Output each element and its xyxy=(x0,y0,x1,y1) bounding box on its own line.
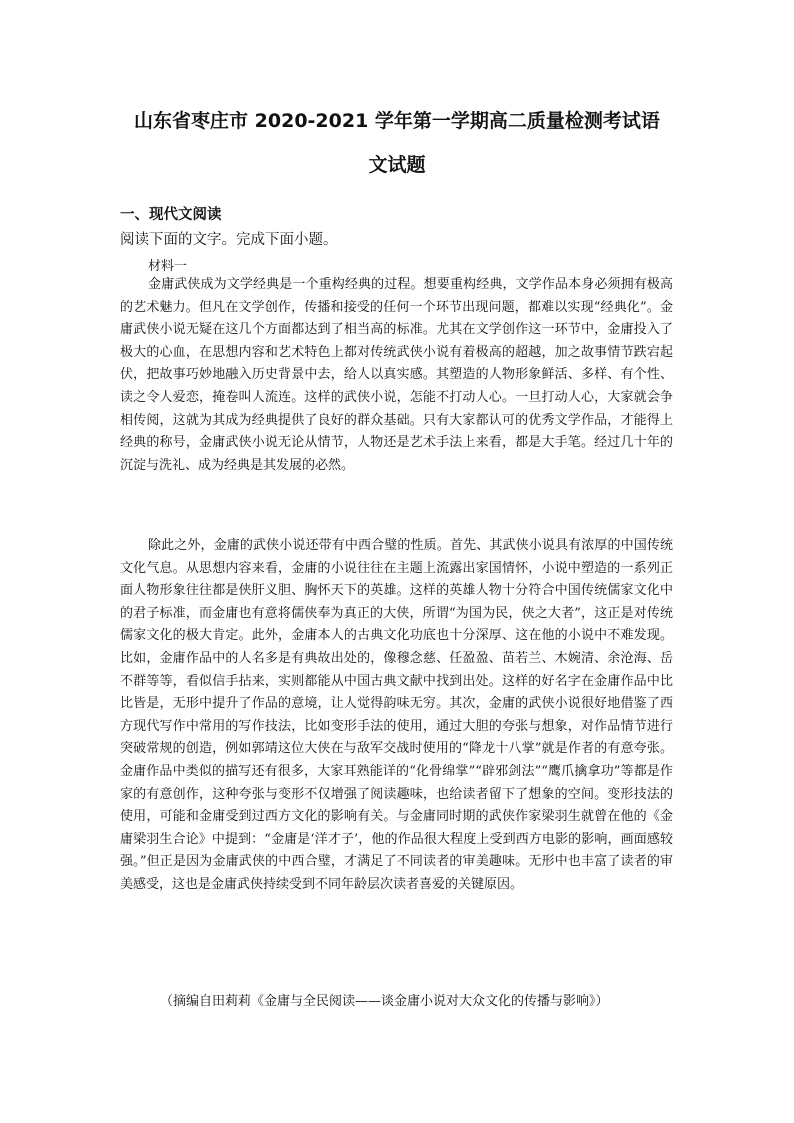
paragraph-block-1 xyxy=(120,274,673,477)
material-label: 材料一 xyxy=(148,259,188,274)
document-title-line2: 文试题 xyxy=(368,154,426,176)
paragraph-block-2 xyxy=(120,535,673,897)
paragraph-1: 金庸武侠成为文学经典是一个重构经典的过程。想要重构经典，文学作品本身必须拥有极高的艺术魅力。但凡在文学创作，传播和接受的任何一个环节出现问题，都难以实现“经典化”。金庸武侠小说无疑在这几个方面都达到了相当高的标准。尤其在文学创作这一环节中，金庸投入了极大的心血，在思想内容和艺术特色上都对传统武侠小说有着极高的超越，加之故事情节跌宕起伏，把故事巧妙地融入历史背景中去，给人以真实感。其塑造的人物形象鲜活、多样、有个性、读之令人爱恋，掩卷叫人流连。这样的武侠小说，怎能不打动人心。一旦打动人心，大家就会争相传阅，这就为其成为经典提供了良好的群众基础。只有大家都认可的优秀文学作品，才能得上经典的称号，金庸武侠小说无论从情节，人物还是艺术手法上来看，都是大手笔。经过几十年的沉淀与洗礼、成为经典是其发展的必然。 xyxy=(120,277,673,473)
section-heading: 一、现代文阅读 xyxy=(120,207,222,223)
document-title-line1: 山东省枣庄市 2020-2021 学年第一学期高二质量检测考试语 xyxy=(134,110,660,132)
reading-instruction: 阅读下面的文字。完成下面小题。 xyxy=(120,232,338,248)
source-citation: （摘编自田莉莉《金庸与全民阅读——谈金庸小说对大众文化的传播与影响》） xyxy=(160,994,609,1009)
paragraph-2: 除此之外，金庸的武侠小说还带有中西合璧的性质。首先、其武侠小说具有浓厚的中国传统文化气息。从思想内容来看，金庸的小说往往在主题上流露出家国情怀，小说中塑造的一系列正面人物形象往往都是侠肝义胆、胸怀天下的英雄。这样的英雄人物十分符合中国传统儒家文化中的君子标准，而金庸也有意将儒侠奉为真正的大侠，所谓“为国为民，侠之大者”，这正是对传统儒家文化的极大肯定。此外，金庸本人的古典文化功底也十分深厚、这在他的小说中不难发现。比如，金庸作品中的人名多是有典故出处的，像穆念慈、任盈盈、苗若兰、木婉清、余沧海、岳不群等等，看似信手拈来，实则都能从中国古典文献中找到出处。这样的好名字在金庸作品中比比皆是，无形中提升了作品的意境，让人觉得韵味无穷。其次，金庸的武侠小说很好地借鉴了西方现代写作中常用的写作技法，比如变形手法的使用，通过大胆的夸张与想象，对作品情节进行突破常规的创造，例如郭靖这位大侠在与敌军交战时使用的“降龙十八掌”就是作者的有意夸张。金庸作品中类似的描写还有很多，大家耳熟能详的“化骨绵掌”“辟邪剑法”“鹰爪擒拿功”等都是作家的有意创作，这种夸张与变形不仅增强了阅读趣味，也给读者留下了想象的空间。变形技法的使用，可能和金庸受到过西方文化的影响有关。与金庸同时期的武侠作家梁羽生就曾在他的《金庸梁羽生合论》中提到：“金庸是‘洋才子’，他的作品很大程度上受到西方电影的影响，画面感较强。”但正是因为金庸武侠的中西合璧，才满足了不同读者的审美趣味。无形中也丰富了读者的审美感受，这也是金庸武侠持续受到不同年龄层次读者喜爱的关键原因。 xyxy=(120,538,673,892)
